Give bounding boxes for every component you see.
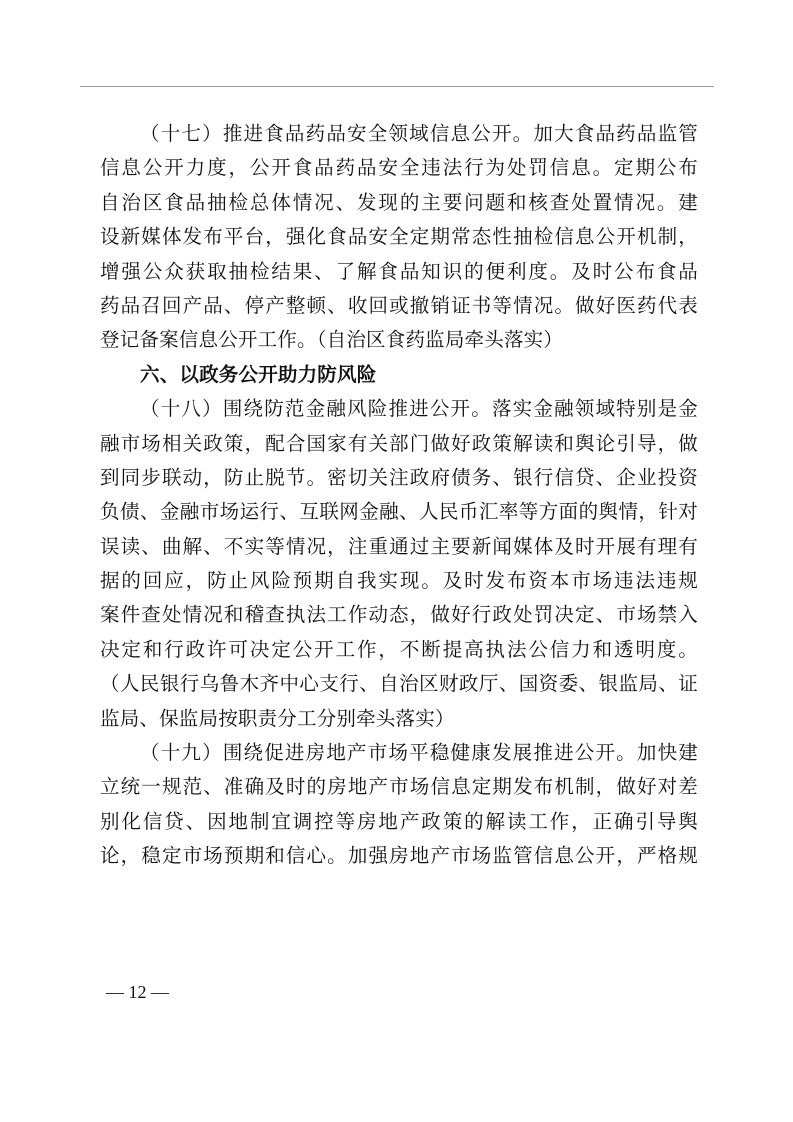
paragraph-17 [100, 117, 698, 358]
text-line: 立统一规范、准确及时的房地产市场信息定期发布机制，做好对差 [100, 775, 698, 799]
section-heading: 六、以政务公开助力防风险 [140, 362, 377, 386]
text-line: 监局、保监局按职责分工分别牵头落实） [100, 706, 455, 730]
text-line: 决定和行政许可决定公开工作，不断提高执法公信力和透明度。 [100, 637, 698, 661]
text-line: 药品召回产品、停产整顿、收回或撤销证书等情况。做好医药代表 [100, 293, 698, 317]
text-line: 论，稳定市场预期和信心。加强房地产市场监管信息公开，严格规 [100, 844, 698, 868]
document-body [100, 117, 698, 874]
text-line: 信息公开力度，公开食品药品安全违法行为处罚信息。定期公布 [100, 156, 698, 180]
text-line: 据的回应，防止风险预期自我实现。及时发布资本市场违法违规 [100, 569, 698, 593]
text-line: 误读、曲解、不实等情况，注重通过主要新闻媒体及时开展有理有 [100, 534, 698, 558]
text-line: （十九）围绕促进房地产市场平稳健康发展推进公开。加快建 [140, 741, 698, 765]
text-line: 案件查处情况和稽查执法工作动态，做好行政处罚决定、市场禁入 [100, 603, 698, 627]
page-number: — 12 — [106, 982, 169, 1002]
text-line: 登记备案信息公开工作。（自治区食药监局牵头落实） [100, 328, 564, 352]
header-rule [80, 86, 714, 87]
text-line: 负债、金融市场运行、互联网金融、人民币汇率等方面的舆情，针对 [100, 500, 698, 524]
text-line: （人民银行乌鲁木齐中心支行、自治区财政厅、国资委、银监局、证 [100, 672, 698, 696]
text-line: 融市场相关政策，配合国家有关部门做好政策解读和舆论引导，做 [100, 431, 698, 455]
text-line: 自治区食品抽检总体情况、发现的主要问题和核查处置情况。建 [100, 190, 698, 214]
text-line: 别化信贷、因地制宜调控等房地产政策的解读工作，正确引导舆 [100, 809, 698, 833]
text-line: 设新媒体发布平台，强化食品安全定期常态性抽检信息公开机制， [100, 225, 698, 249]
text-line: （十七）推进食品药品安全领域信息公开。加大食品药品监管 [140, 122, 698, 145]
text-line: 增强公众获取抽检结果、了解食品知识的便利度。及时公布食品 [100, 259, 698, 283]
paragraph-18 [100, 392, 698, 736]
text-line: 到同步联动，防止脱节。密切关注政府债务、银行信贷、企业投资 [100, 465, 698, 489]
paragraph-19 [100, 736, 698, 874]
text-line: （十八）围绕防范金融风险推进公开。落实金融领域特别是金 [140, 397, 698, 421]
